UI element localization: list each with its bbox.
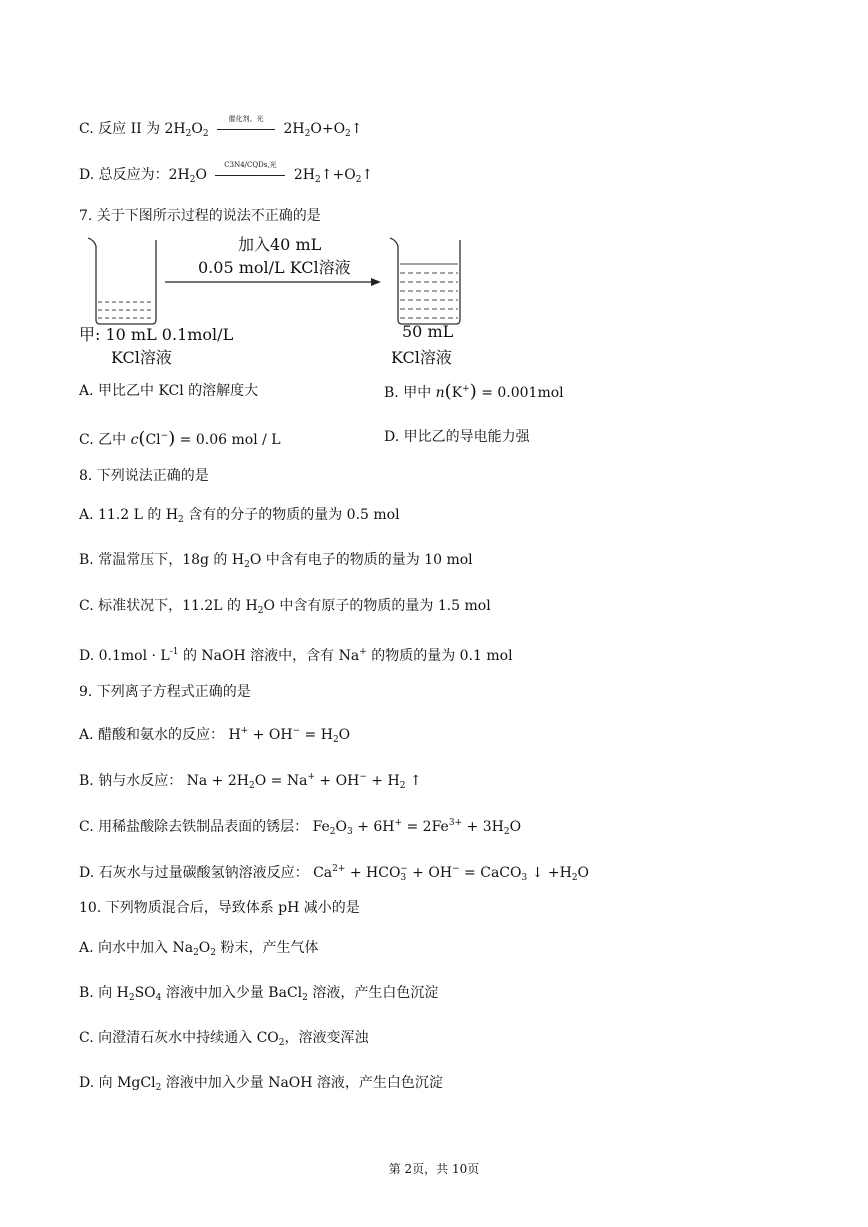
beaker-yi — [390, 238, 460, 324]
q9-option-b: B. 钠与水反应： $Na + 2H_2O = Na^+ + OH^- + H_2$ ↑ — [79, 772, 422, 791]
arrow-label-1: 加入40 mL — [238, 235, 322, 254]
beaker-jia-label-2: KCl溶液 — [111, 348, 172, 367]
option-6c: C. 反应 II 为 $2H_2O_2$ 催化剂、光 $2H_2O+O_2↑$ — [79, 120, 363, 143]
q8-option-b: B. 常温常压下，18g 的 $H_2O$ 中含有电子的物质的量为 10 mol — [79, 552, 473, 570]
q10-option-a: A. 向水中加入 $Na_2O_2$ 粉末，产生气体 — [79, 940, 319, 958]
question-9-stem: 9. 下列离子方程式正确的是 — [79, 684, 251, 700]
beaker-jia — [88, 238, 156, 324]
q10-option-b: B. 向 $H_2SO_4$ 溶液中加入少量 BaCl$_2$ 溶液，产生白色沉淀 — [79, 985, 439, 1003]
reaction-arrow — [217, 129, 275, 130]
reaction-condition: C3N4/CQDs,光 — [224, 161, 277, 169]
question-10-stem: 10. 下列物质混合后，导致体系 pH 减小的是 — [79, 900, 360, 916]
q7-option-c: C. 乙中 c(Cl−) = 0.06 mol / L — [79, 428, 281, 449]
q7-option-b: B. 甲中 n(K+) = 0.001mol — [384, 381, 564, 402]
q8-option-d: D. $0.1mol \cdot L^{-1}$ 的 NaOH 溶液中，含有 Na+ 的物质的量为 0.1 mol — [79, 647, 513, 664]
q9-option-c: C. 用稀盐酸除去铁制品表面的锈层： $Fe_2O_3 + 6H^+ = 2Fe^{3+} + 3H_2O$ — [79, 818, 522, 837]
q9-option-a: A. 醋酸和氨水的反应： $H^+ + OH^- = H_2O$ — [79, 726, 351, 745]
reaction-condition: 催化剂、光 — [228, 115, 264, 123]
question-7-stem: 7. 关于下图所示过程的说法不正确的是 — [79, 208, 321, 224]
reaction-arrow — [215, 175, 285, 176]
question-8-stem: 8. 下列说法正确的是 — [79, 468, 209, 484]
beaker-yi-label-1: 50 mL — [402, 322, 454, 341]
q8-option-a: A. 11.2 L 的 $H_2$ 含有的分子的物质的量为 0.5 mol — [79, 507, 400, 525]
q9-option-d: D. 石灰水与过量碳酸氢钠溶液反应： $Ca^{2+} + HCO_3^- + OH^-$ = CaCO$_3$ ↓ $+H_2O$ — [79, 864, 590, 883]
q10-option-c: C. 向澄清石灰水中持续通入 $CO_2$，溶液变浑浊 — [79, 1030, 369, 1048]
q7-option-a: A. 甲比乙中 KCl 的溶解度大 — [79, 383, 259, 399]
page-footer: 第 2页，共 10页 — [388, 1162, 480, 1176]
arrow-label-2: 0.05 mol/L KCl溶液 — [198, 258, 351, 277]
q8-option-c: C. 标准状况下，11.2L 的 $H_2O$ 中含有原子的物质的量为 1.5 mol — [79, 598, 491, 616]
beaker-diagram — [0, 230, 868, 330]
q10-option-d: D. 向 MgCl$_2$ 溶液中加入少量 NaOH 溶液，产生白色沉淀 — [79, 1075, 443, 1093]
option-6d: D. 总反应为：$2H_2O$ C3N4/CQDs,光 $2H_2↑+O_2↑$ — [79, 166, 373, 189]
beaker-yi-label-2: KCl溶液 — [391, 348, 452, 367]
beaker-jia-label-1: 甲: 10 mL 0.1mol/L — [79, 325, 234, 344]
q7-option-d: D. 甲比乙的导电能力强 — [384, 429, 530, 445]
